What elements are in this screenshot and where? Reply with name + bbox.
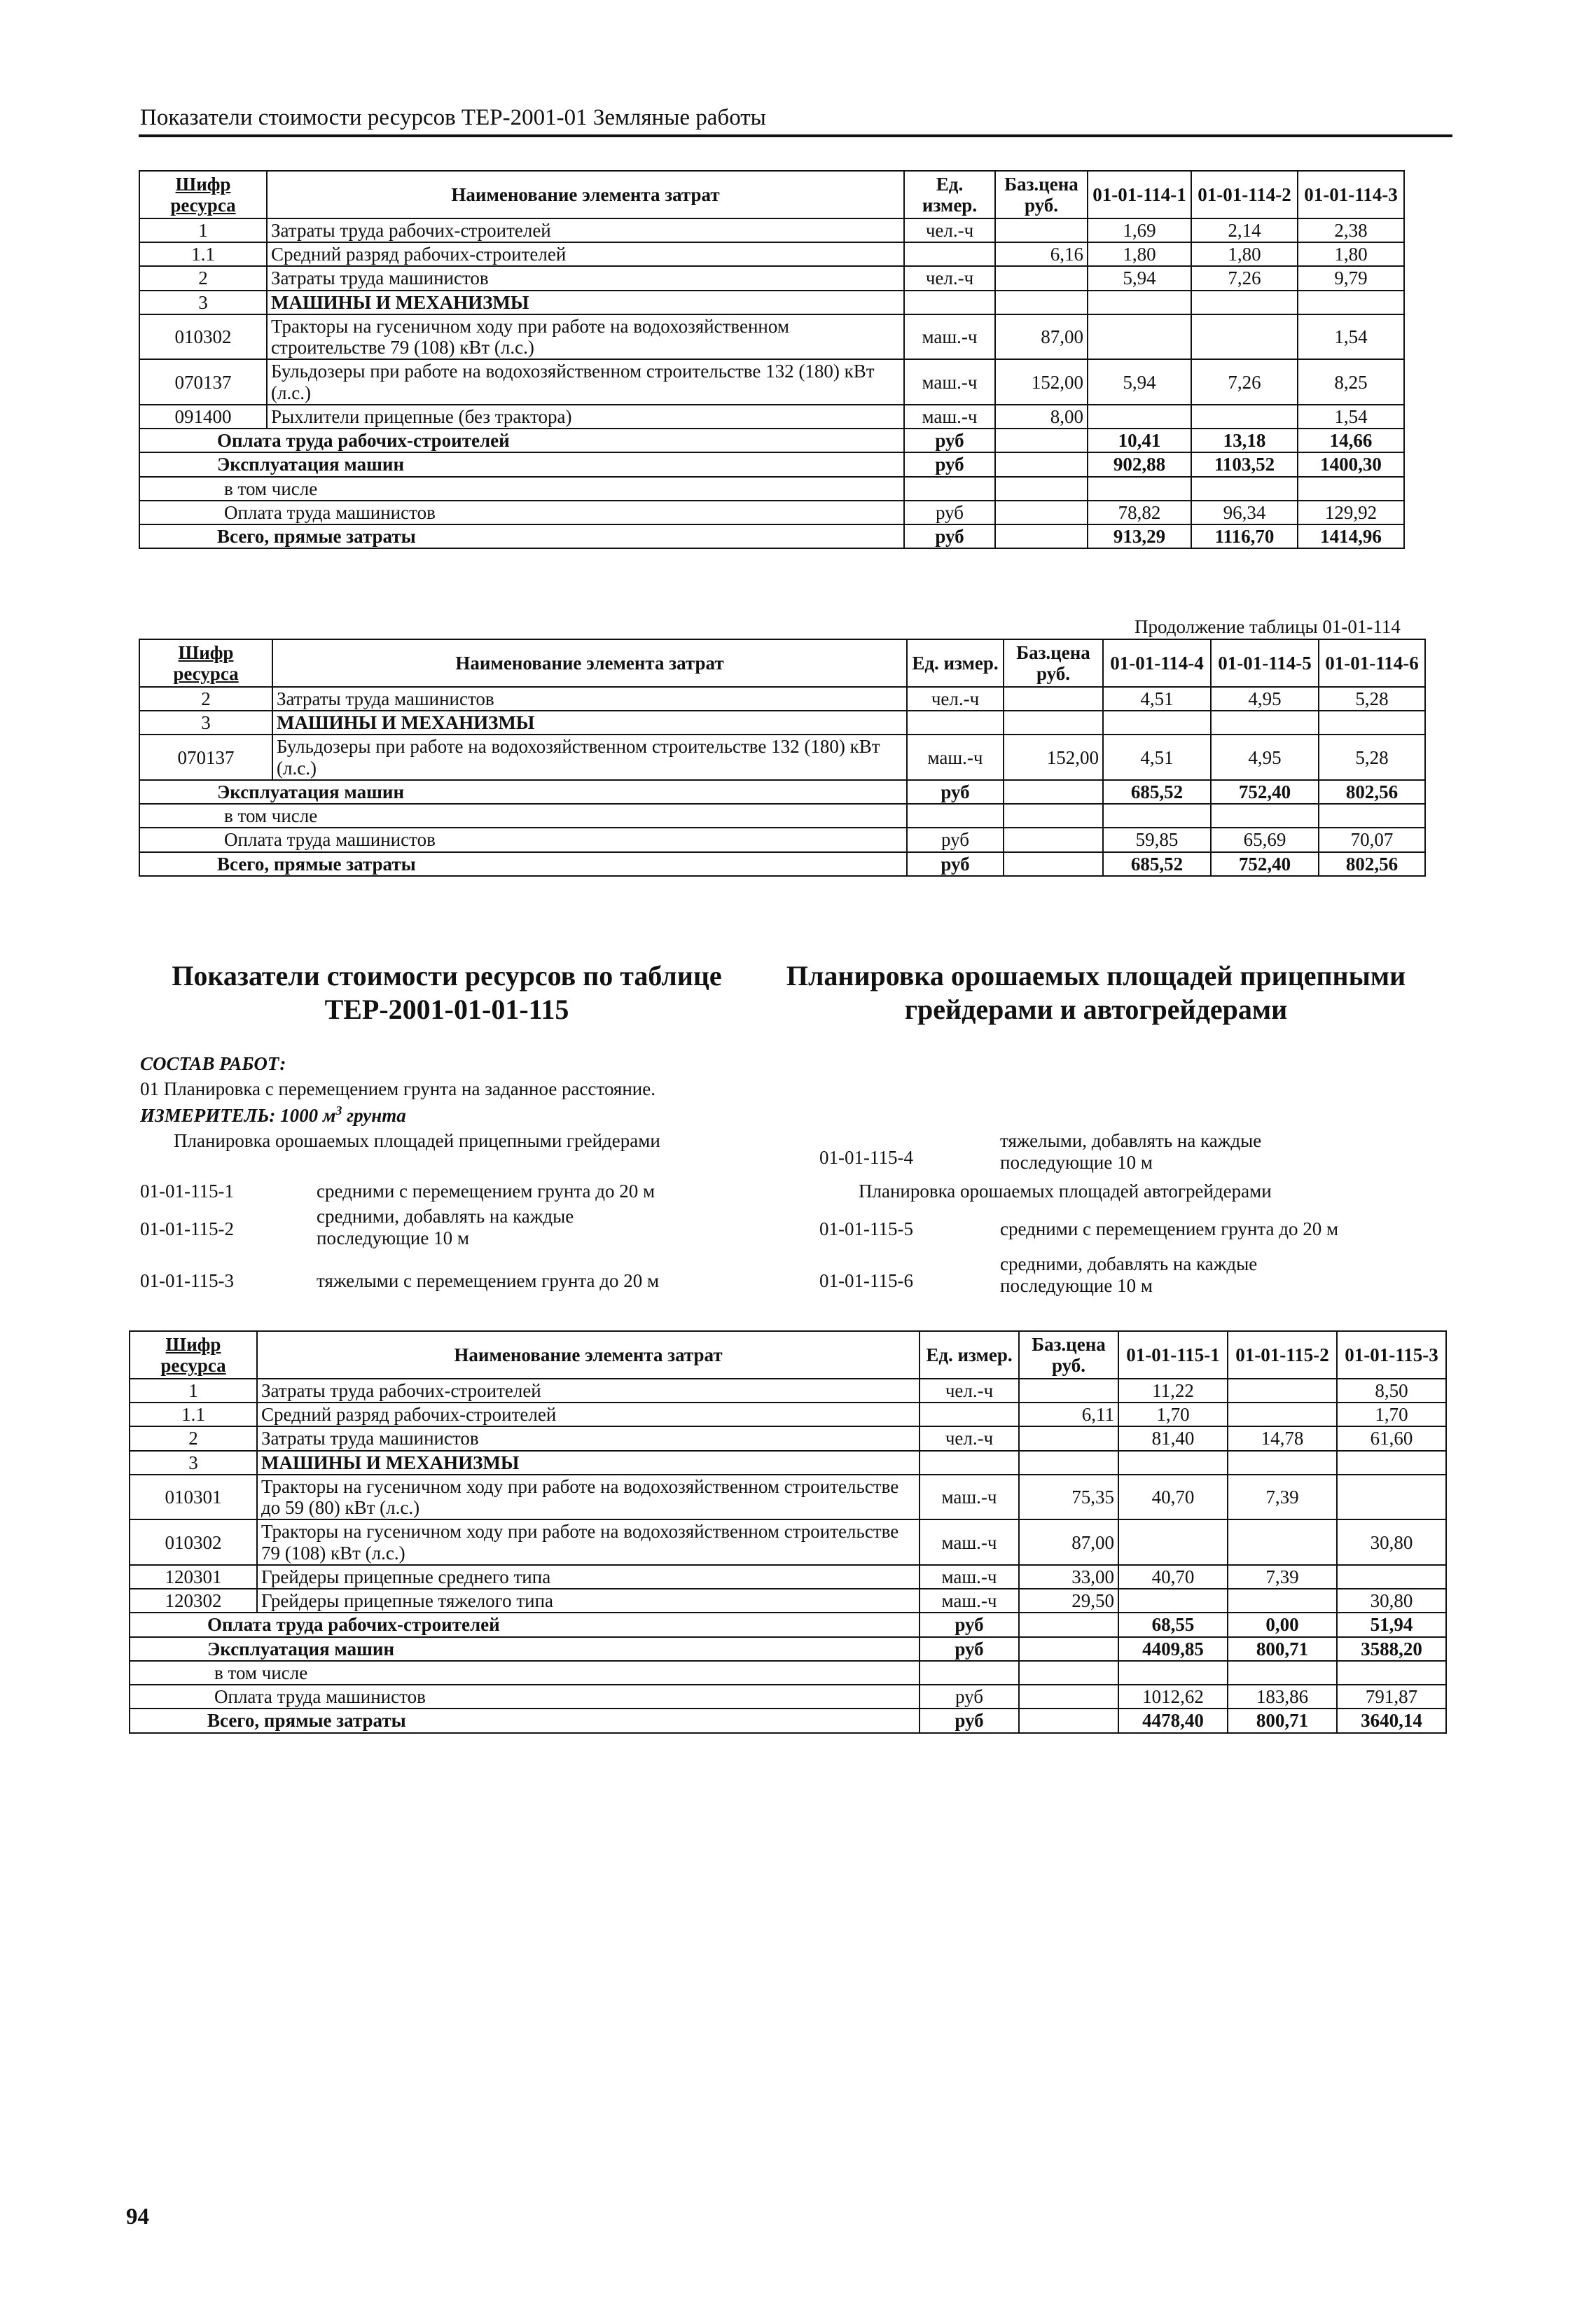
value-cell: 78,82 [1088,501,1191,524]
total-row [130,1661,1446,1685]
total-row [139,780,1425,804]
unit: чел.-ч [907,687,1004,711]
resource-code: 3 [130,1451,257,1475]
unit: чел.-ч [904,218,995,242]
value-cell: 1103,52 [1191,452,1298,476]
resource-code: 010302 [130,1519,257,1564]
value-cell [1088,405,1191,429]
total-row [130,1685,1446,1709]
value-cell: 59,85 [1103,828,1211,851]
col-head-name: Наименование элемента затрат [267,171,904,218]
base-price [1019,1709,1118,1732]
cost-item-name: Затраты труда машинистов [257,1426,920,1450]
unit: маш.-ч [920,1565,1019,1589]
base-price: 6,11 [1019,1403,1118,1426]
value-cell [1088,314,1191,359]
base-price [1019,1685,1118,1709]
value-cell: 0,00 [1228,1613,1337,1636]
value-cell [1118,1451,1228,1475]
value-cell: 14,66 [1298,429,1404,452]
total-name: Оплата труда рабочих-строителей [130,1613,920,1636]
value-cell [1298,291,1404,314]
table-row [139,266,1404,290]
col-head-variant: 01-01-115-2 [1228,1331,1337,1379]
value-cell [1228,1519,1337,1564]
table-row [130,1403,1446,1426]
total-row [130,1613,1446,1636]
value-cell: 802,56 [1319,780,1425,804]
page-number: 94 [126,2204,149,2229]
value-cell [1319,711,1425,735]
unit: чел.-ч [904,266,995,290]
resource-code: 2 [130,1426,257,1450]
unit: руб [904,429,995,452]
value-cell [1088,477,1191,501]
total-row [139,828,1425,851]
value-cell: 7,39 [1228,1565,1337,1589]
base-price [1019,1661,1118,1685]
cost-item-name: Тракторы на гусеничном ходу при работе на водохозяйственном строительстве 79 (108) кВт (л.с.) [267,314,904,359]
col-head-unit: Ед. измер. [907,639,1004,687]
total-name: Оплата труда машинистов [130,1685,920,1709]
unit: руб [907,780,1004,804]
table-row [130,1426,1446,1450]
table-row [130,1451,1446,1475]
value-cell: 1400,30 [1298,452,1404,476]
total-row [139,477,1404,501]
col-head-variant: 01-01-114-2 [1191,171,1298,218]
col-head-code: Шифр ресурса [139,639,272,687]
value-cell [1228,1403,1337,1426]
base-price [1004,780,1103,804]
unit: руб [920,1613,1019,1636]
resource-code: 2 [139,687,272,711]
header-rule [139,134,1452,137]
unit: маш.-ч [920,1589,1019,1613]
value-cell [1337,1661,1446,1685]
col-head-name: Наименование элемента затрат [272,639,907,687]
value-cell: 81,40 [1118,1426,1228,1450]
value-cell: 8,25 [1298,359,1404,404]
value-cell: 70,07 [1319,828,1425,851]
item-code: 01-01-115-2 [140,1218,234,1239]
unit: чел.-ч [920,1379,1019,1403]
value-cell: 5,28 [1319,687,1425,711]
cost-item-name: Рыхлители прицепные (без трактора) [267,405,904,429]
col-head-code: Шифр ресурса [139,171,267,218]
base-price [995,429,1088,452]
value-cell [1118,1661,1228,1685]
cost-item-name: Затраты труда рабочих-строителей [267,218,904,242]
unit [904,477,995,501]
col-head-price: Баз.цена руб. [995,171,1088,218]
base-price [1004,852,1103,876]
value-cell: 68,55 [1118,1613,1228,1636]
value-cell [1211,711,1319,735]
unit: маш.-ч [904,359,995,404]
unit [920,1403,1019,1426]
resource-code: 070137 [139,359,267,404]
total-name: Эксплуатация машин [139,780,907,804]
resource-code: 1.1 [130,1403,257,1426]
running-title: Показатели стоимости ресурсов ТЕР-2001-01 Земляные работы [140,105,766,130]
unit [920,1451,1019,1475]
cost-item-name: Затраты труда машинистов [267,266,904,290]
value-cell: 1,54 [1298,314,1404,359]
table-row [139,242,1404,266]
unit: руб [904,524,995,548]
col-head-variant: 01-01-114-1 [1088,171,1191,218]
base-price [995,266,1088,290]
cost-item-name: Тракторы на гусеничном ходу при работе на водохозяйственном строительстве до 59 (80) кВт (л.с.) [257,1475,920,1519]
value-cell: 14,78 [1228,1426,1337,1450]
table-row [139,218,1404,242]
cost-item-name: Бульдозеры при работе на водохозяйственном строительстве 132 (180) кВт (л.с.) [267,359,904,404]
total-row [139,429,1404,452]
value-cell: 3588,20 [1337,1637,1446,1661]
unit: маш.-ч [904,405,995,429]
total-row [139,501,1404,524]
value-cell: 5,28 [1319,735,1425,779]
value-cell: 13,18 [1191,429,1298,452]
unit: руб [920,1637,1019,1661]
table-row [130,1475,1446,1519]
resource-code: 120301 [130,1565,257,1589]
value-cell: 800,71 [1228,1709,1337,1732]
unit [920,1661,1019,1685]
unit: маш.-ч [904,314,995,359]
item-code: 01-01-115-3 [140,1270,234,1291]
resource-code: 010302 [139,314,267,359]
value-cell [1228,1589,1337,1613]
total-row [139,452,1404,476]
total-name: Всего, прямые затраты [139,524,904,548]
unit [907,804,1004,828]
base-price [1004,711,1103,735]
value-cell [1228,1451,1337,1475]
left-group-title: Планировка орошаемых площадей прицепными грейдерами [174,1130,660,1151]
value-cell: 4478,40 [1118,1709,1228,1732]
base-price: 87,00 [1019,1519,1118,1564]
value-cell [1337,1475,1446,1519]
value-cell: 5,94 [1088,359,1191,404]
resource-table-114-4-6 [139,639,1426,877]
value-cell: 11,22 [1118,1379,1228,1403]
value-cell: 7,39 [1228,1475,1337,1519]
cost-item-name: МАШИНЫ И МЕХАНИЗМЫ [272,711,907,735]
base-price [1019,1451,1118,1475]
value-cell: 4,51 [1103,687,1211,711]
value-cell: 7,26 [1191,359,1298,404]
total-name: Оплата труда машинистов [139,828,907,851]
cost-item-name: Средний разряд рабочих-строителей [257,1403,920,1426]
value-cell: 129,92 [1298,501,1404,524]
value-cell [1103,804,1211,828]
col-head-unit: Ед. измер. [920,1331,1019,1379]
value-cell: 4,95 [1211,687,1319,711]
meter-tail: грунта [342,1105,406,1126]
value-cell [1337,1451,1446,1475]
meter-label: ИЗМЕРИТЕЛЬ: 1000 м [140,1105,336,1126]
value-cell: 752,40 [1211,780,1319,804]
col-head-variant: 01-01-115-3 [1337,1331,1446,1379]
value-cell: 40,70 [1118,1565,1228,1589]
base-price [995,524,1088,548]
section-title-line: Планировка орошаемых площадей прицепными [786,960,1406,991]
value-cell: 10,41 [1088,429,1191,452]
value-cell [1191,314,1298,359]
resource-code: 3 [139,291,267,314]
total-name: Эксплуатация машин [130,1637,920,1661]
total-row [130,1637,1446,1661]
table-row [139,405,1404,429]
resource-code: 010301 [130,1475,257,1519]
table-row [139,359,1404,404]
col-head-variant: 01-01-115-1 [1118,1331,1228,1379]
value-cell: 8,50 [1337,1379,1446,1403]
resource-code: 3 [139,711,272,735]
unit: руб [904,452,995,476]
cost-item-name: Тракторы на гусеничном ходу при работе на водохозяйственном строительстве 79 (108) кВт (л.с.) [257,1519,920,1564]
value-cell: 30,80 [1337,1589,1446,1613]
value-cell: 802,56 [1319,852,1425,876]
value-cell [1118,1589,1228,1613]
table-row [130,1589,1446,1613]
unit: руб [920,1709,1019,1732]
total-row [139,852,1425,876]
resource-code: 091400 [139,405,267,429]
work-composition-label: СОСТАВ РАБОТ: [140,1053,286,1074]
right-group-title: Планировка орошаемых площадей автогрейдерами [859,1181,1272,1202]
value-cell: 2,14 [1191,218,1298,242]
value-cell: 51,94 [1337,1613,1446,1636]
table-row [139,711,1425,735]
cost-item-name: Грейдеры прицепные тяжелого типа [257,1589,920,1613]
unit: руб [920,1685,1019,1709]
value-cell: 902,88 [1088,452,1191,476]
total-row [130,1709,1446,1732]
value-cell [1088,291,1191,314]
cost-item-name: Затраты труда рабочих-строителей [257,1379,920,1403]
value-cell: 3640,14 [1337,1709,1446,1732]
unit: чел.-ч [920,1426,1019,1450]
value-cell: 1116,70 [1191,524,1298,548]
cost-item-name: МАШИНЫ И МЕХАНИЗМЫ [267,291,904,314]
table-row [139,687,1425,711]
base-price: 75,35 [1019,1475,1118,1519]
base-price [1019,1613,1118,1636]
continuation-note: Продолжение таблицы 01-01-114 [1135,616,1401,637]
base-price: 33,00 [1019,1565,1118,1589]
cost-item-name: МАШИНЫ И МЕХАНИЗМЫ [257,1451,920,1475]
base-price [1019,1379,1118,1403]
base-price [1019,1426,1118,1450]
col-head-code: Шифр ресурса [130,1331,257,1379]
resource-code: 2 [139,266,267,290]
unit: маш.-ч [920,1519,1019,1564]
resource-code: 070137 [139,735,272,779]
cost-item-name: Средний разряд рабочих-строителей [267,242,904,266]
total-name: Оплата труда рабочих-строителей [139,429,904,452]
value-cell [1337,1565,1446,1589]
section-title-right [763,959,1429,1027]
total-row [139,524,1404,548]
table-row [139,314,1404,359]
total-name: Всего, прямые затраты [139,852,907,876]
item-text: тяжелыми, добавлять на каждые последующие 10 м [1000,1130,1262,1174]
unit: руб [907,828,1004,851]
cost-item-name: Грейдеры прицепные среднего типа [257,1565,920,1589]
resource-table-115 [129,1330,1447,1734]
item-text: средними с перемещением грунта до 20 м [1000,1218,1339,1239]
value-cell: 752,40 [1211,852,1319,876]
value-cell [1228,1661,1337,1685]
value-cell: 4409,85 [1118,1637,1228,1661]
total-name: Всего, прямые затраты [130,1709,920,1732]
unit: руб [904,501,995,524]
col-head-price: Баз.цена руб. [1019,1331,1118,1379]
value-cell [1191,477,1298,501]
item-code: 01-01-115-1 [140,1181,234,1202]
value-cell: 30,80 [1337,1519,1446,1564]
value-cell: 791,87 [1337,1685,1446,1709]
value-cell: 1,54 [1298,405,1404,429]
resource-code: 1 [139,218,267,242]
total-name: в том числе [139,804,907,828]
value-cell: 40,70 [1118,1475,1228,1519]
col-head-variant: 01-01-114-6 [1319,639,1425,687]
item-text: средними, добавлять на каждые последующие 10 м [1000,1253,1258,1297]
base-price [995,452,1088,476]
section-title-left [139,959,755,1027]
value-cell [1191,405,1298,429]
value-cell [1228,1379,1337,1403]
base-price [995,477,1088,501]
meter-sup: 3 [335,1104,342,1118]
unit [904,291,995,314]
value-cell: 96,34 [1191,501,1298,524]
base-price [1004,828,1103,851]
value-cell: 1,70 [1118,1403,1228,1426]
item-text: средними с перемещением грунта до 20 м [317,1181,655,1202]
resource-code: 1.1 [139,242,267,266]
value-cell: 1,80 [1298,242,1404,266]
base-price: 152,00 [995,359,1088,404]
item-text: тяжелыми с перемещением грунта до 20 м [317,1270,660,1291]
base-price: 8,00 [995,405,1088,429]
value-cell: 1414,96 [1298,524,1404,548]
cost-item-name: Затраты труда машинистов [272,687,907,711]
value-cell: 65,69 [1211,828,1319,851]
item-code: 01-01-115-6 [819,1270,913,1291]
value-cell: 4,95 [1211,735,1319,779]
base-price: 152,00 [1004,735,1103,779]
base-price [1019,1637,1118,1661]
base-price [1004,687,1103,711]
value-cell: 1,69 [1088,218,1191,242]
table-row [130,1565,1446,1589]
base-price [1004,804,1103,828]
unit: маш.-ч [907,735,1004,779]
meter-line [140,1104,406,1127]
unit [907,711,1004,735]
value-cell: 1,70 [1337,1403,1446,1426]
base-price [995,291,1088,314]
value-cell: 1,80 [1191,242,1298,266]
value-cell: 2,38 [1298,218,1404,242]
section-title-line: грейдерами и автогрейдерами [904,994,1288,1025]
total-name: в том числе [139,477,904,501]
value-cell [1211,804,1319,828]
total-name: Эксплуатация машин [139,452,904,476]
value-cell: 5,94 [1088,266,1191,290]
table-row [130,1519,1446,1564]
col-head-variant: 01-01-114-5 [1211,639,1319,687]
col-head-price: Баз.цена руб. [1004,639,1103,687]
value-cell: 1012,62 [1118,1685,1228,1709]
total-name: в том числе [130,1661,920,1685]
base-price: 6,16 [995,242,1088,266]
value-cell [1103,711,1211,735]
col-head-name: Наименование элемента затрат [257,1331,920,1379]
col-head-variant: 01-01-114-3 [1298,171,1404,218]
col-head-variant: 01-01-114-4 [1103,639,1211,687]
item-code: 01-01-115-5 [819,1218,913,1239]
base-price [995,501,1088,524]
table-row [130,1379,1446,1403]
value-cell: 685,52 [1103,780,1211,804]
unit [904,242,995,266]
section-title-line: Показатели стоимости ресурсов по таблице [172,960,722,991]
value-cell [1118,1519,1228,1564]
value-cell: 1,80 [1088,242,1191,266]
base-price: 29,50 [1019,1589,1118,1613]
resource-table-114-1-3 [139,170,1405,549]
unit: руб [907,852,1004,876]
item-text: средними, добавлять на каждые последующие 10 м [317,1206,574,1249]
section-title-line: ТЕР-2001-01-01-115 [324,994,569,1025]
table-row [139,291,1404,314]
value-cell: 61,60 [1337,1426,1446,1450]
item-code: 01-01-115-4 [819,1147,913,1168]
cost-item-name: Бульдозеры при работе на водохозяйственном строительстве 132 (180) кВт (л.с.) [272,735,907,779]
unit: маш.-ч [920,1475,1019,1519]
base-price [995,218,1088,242]
work-composition-item: 01 Планировка с перемещением грунта на заданное расстояние. [140,1078,655,1099]
value-cell [1298,477,1404,501]
value-cell: 7,26 [1191,266,1298,290]
total-row [139,804,1425,828]
value-cell: 183,86 [1228,1685,1337,1709]
value-cell: 913,29 [1088,524,1191,548]
table-row [139,735,1425,779]
value-cell: 4,51 [1103,735,1211,779]
value-cell [1191,291,1298,314]
value-cell: 9,79 [1298,266,1404,290]
value-cell [1319,804,1425,828]
resource-code: 1 [130,1379,257,1403]
total-name: Оплата труда машинистов [139,501,904,524]
col-head-unit: Ед. измер. [904,171,995,218]
resource-code: 120302 [130,1589,257,1613]
base-price: 87,00 [995,314,1088,359]
value-cell: 685,52 [1103,852,1211,876]
value-cell: 800,71 [1228,1637,1337,1661]
